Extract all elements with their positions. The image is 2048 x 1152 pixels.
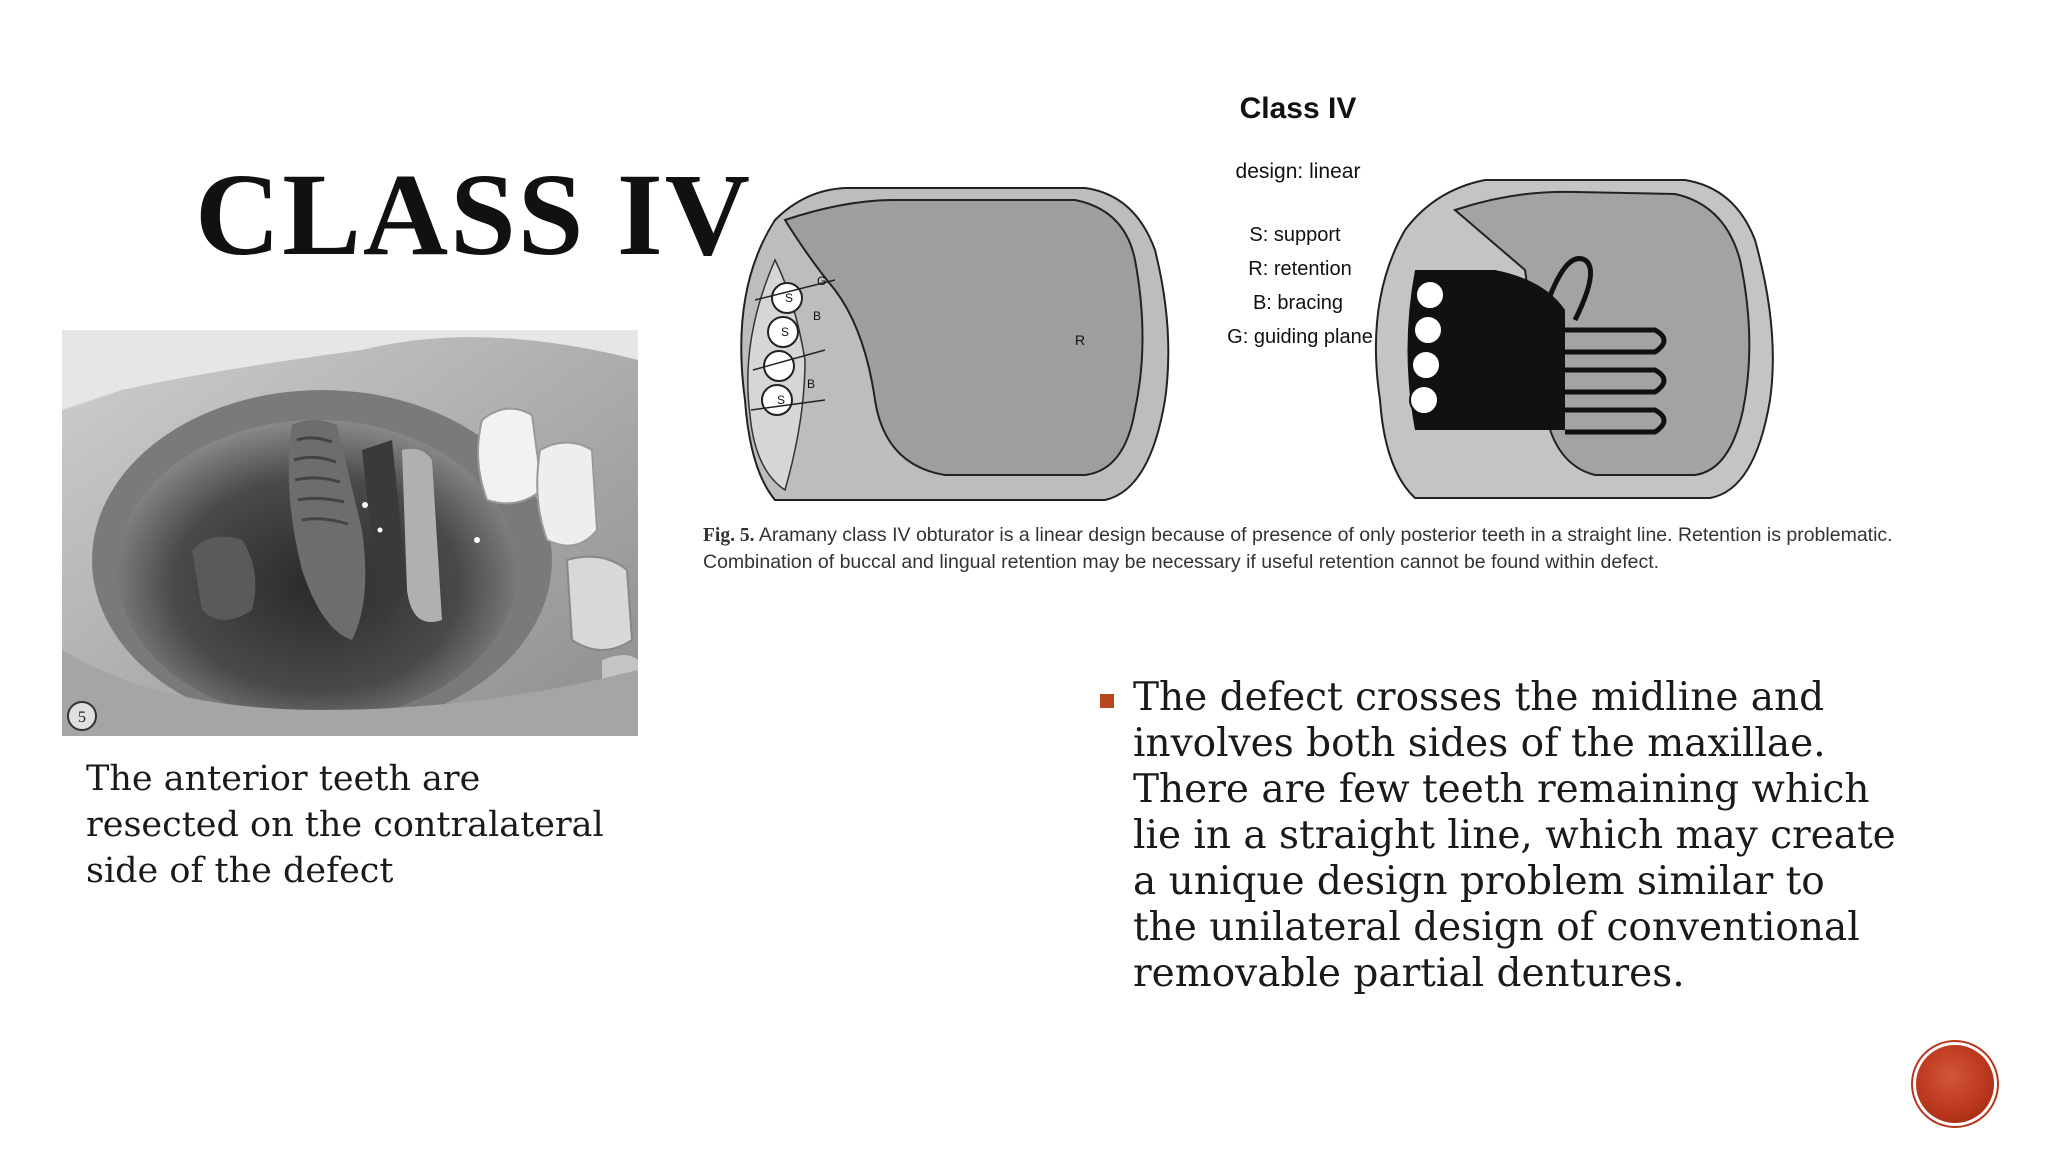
- slide-title: CLASS IV: [195, 149, 753, 280]
- svg-text:R: R: [1075, 332, 1086, 348]
- legend-design: design: linear: [1235, 160, 1361, 183]
- svg-text:B: B: [813, 309, 822, 323]
- photo-caption: The anterior teeth are resected on the contralateral side of the defect: [86, 759, 604, 891]
- svg-text:G: G: [817, 274, 827, 288]
- clinical-photo: [62, 330, 638, 736]
- figure-heading: Class IV: [1239, 92, 1357, 125]
- legend-retention: R: retention: [1248, 258, 1352, 280]
- bullet-text: The defect crosses the midline and involves both sides of the maxillae. There are few teeth remaining which lie in a straight line, which may create a unique design problem similar to the unilateral design of conventional removable partial dentures.: [1133, 675, 1896, 996]
- right-arch-diagram: [1376, 180, 1773, 498]
- legend-bracing: B: bracing: [1252, 292, 1344, 314]
- slide-title-container: [195, 149, 753, 280]
- bullet-item: [1100, 675, 1900, 997]
- figure-caption: [703, 522, 1903, 576]
- svg-text:S: S: [781, 325, 790, 339]
- figure-caption-text: Aramany class IV obturator is a linear design because of presence of only posterior teeth in a straight line. Retention is problematic. Combination of buccal and lingual retention may be necessary if useful retention cannot be found within defect.: [703, 524, 1893, 573]
- bullet-list: [1100, 675, 1900, 997]
- svg-text:S: S: [785, 291, 794, 305]
- figure-caption-label: Fig. 5.: [703, 525, 755, 546]
- svg-text:B: B: [807, 377, 816, 391]
- left-arch-diagram: [741, 188, 1168, 500]
- red-circle-nav-button[interactable]: [1916, 1045, 1994, 1123]
- legend-support: S: support: [1249, 224, 1341, 246]
- svg-text:S: S: [777, 393, 786, 407]
- bullet-square-icon: [1100, 694, 1114, 708]
- design-figure: [695, 70, 1895, 600]
- legend-guiding-plane: G: guiding plane: [1227, 326, 1373, 348]
- photo-badge-text: 5: [78, 709, 86, 726]
